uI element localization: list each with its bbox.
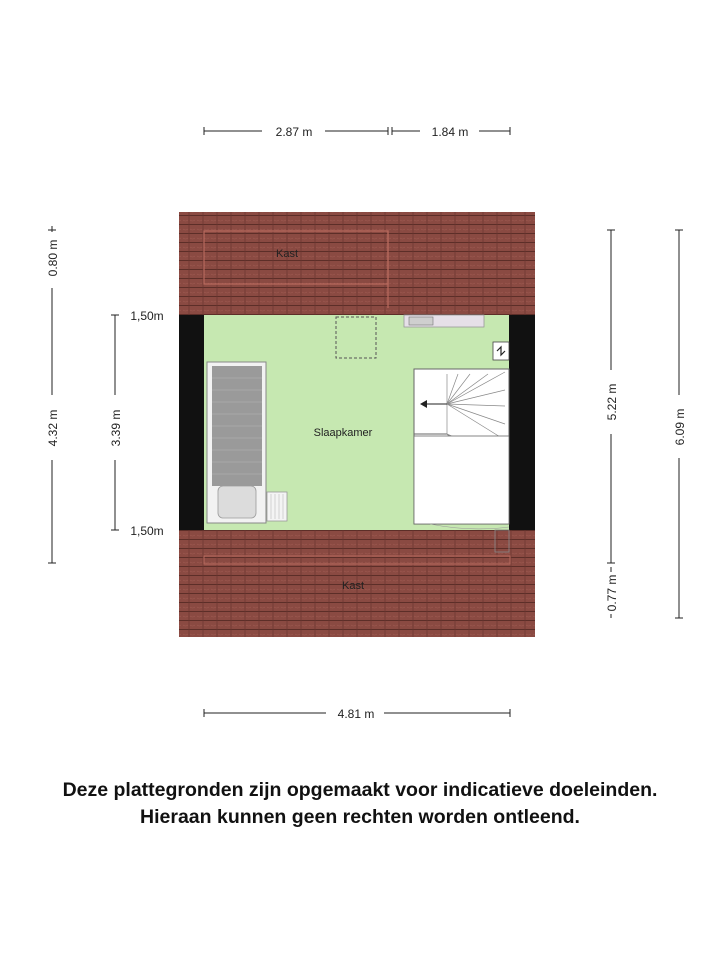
label-slaapkamer: Slaapkamer (313, 427, 373, 439)
dim-inner-left: 3.39 m (109, 409, 123, 447)
dim-right-outer: 6.09 m (673, 408, 687, 446)
dim-top-left: 2.87 m (275, 125, 313, 139)
disclaimer-line-2: Hieraan kunnen geen rechten worden ontleend. (140, 806, 580, 828)
roof-top (179, 212, 535, 315)
dim-bottom: 4.81 m (337, 707, 375, 721)
dim-height-top: 1,50m (130, 309, 164, 323)
dim-right-inner: 5.22 m (605, 383, 619, 421)
label-kast-bottom: Kast (341, 580, 365, 592)
dim-left-top: 0.80 m (46, 239, 60, 277)
dim-height-bottom: 1,50m (130, 524, 164, 538)
dim-right-inner-bottom: 0.77 m (605, 574, 619, 612)
sink-basin (409, 317, 433, 325)
wall-right (509, 315, 535, 530)
disclaimer-line-1: Deze plattegronden zijn opgemaakt voor indicatieve doeleinden. (62, 779, 658, 801)
dim-top-right: 1.84 m (431, 125, 469, 139)
wall-left (179, 315, 204, 530)
nightstand (267, 492, 287, 521)
dim-left-mid: 4.32 m (46, 409, 60, 447)
bed-pillow (218, 486, 256, 518)
stair-landing (414, 436, 509, 524)
label-kast-top: Kast (275, 248, 299, 260)
